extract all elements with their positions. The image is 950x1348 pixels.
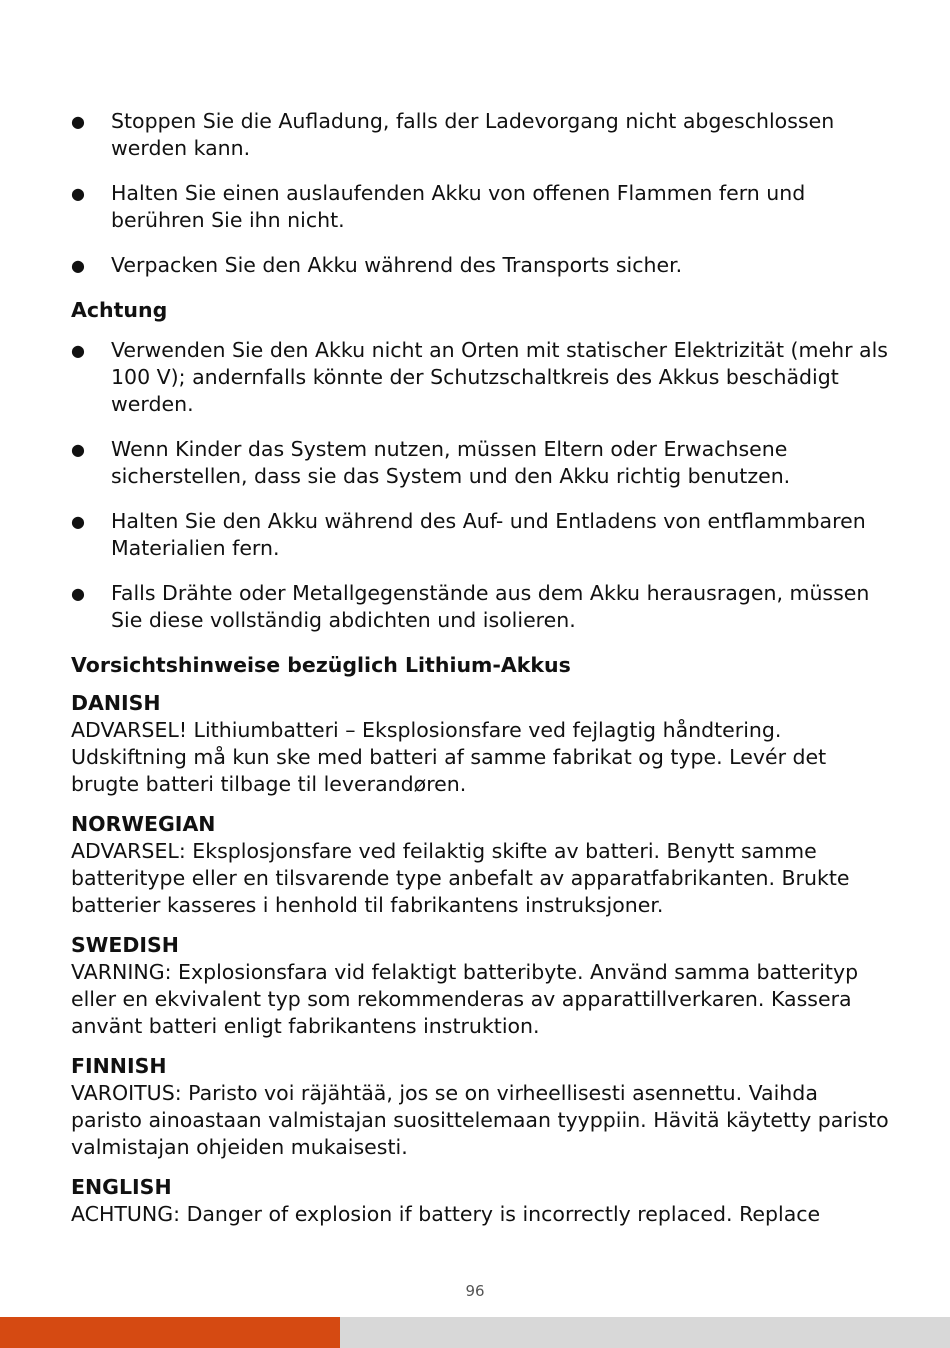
page-number: 96 bbox=[465, 1282, 485, 1300]
list-item bbox=[71, 252, 891, 279]
language-block-swedish bbox=[71, 932, 891, 1040]
language-block-danish bbox=[71, 690, 891, 798]
language-warning-text: ACHTUNG: Danger of explosion if battery is incorrectly replaced. Replace bbox=[71, 1202, 821, 1226]
bullet-icon: ● bbox=[71, 512, 85, 531]
language-warning-text: ADVARSEL! Lithiumbatteri – Eksplosionsfare ved fejlagtig håndtering. Udskiftning må kun ske med batteri af samme fabrikat og type. Levér det brugte batteri tilbage til leverandøren. bbox=[71, 718, 827, 796]
list-item bbox=[71, 580, 891, 634]
list-item bbox=[71, 436, 891, 490]
language-name: NORWEGIAN bbox=[71, 812, 216, 836]
bullet-text: Wenn Kinder das System nutzen, müssen Eltern oder Erwachsene sicherstellen, dass sie das System und den Akku richtig benutzen. bbox=[111, 437, 791, 488]
language-warning-text: VARNING: Explosionsfara vid felaktigt batteribyte. Använd samma batterityp eller en ekvivalent typ som rekommenderas av apparattillverkaren. Kassera använt batteri enligt fabrikantens instruktion. bbox=[71, 960, 859, 1038]
list-item bbox=[71, 337, 891, 418]
bullet-text: Halten Sie einen auslaufenden Akku von offenen Flammen fern und berühren Sie ihn nicht. bbox=[111, 181, 806, 232]
language-block-english bbox=[71, 1174, 891, 1228]
language-name: ENGLISH bbox=[71, 1175, 172, 1199]
bullet-list-achtung bbox=[71, 337, 891, 634]
footer-gray-bar bbox=[340, 1317, 950, 1348]
footer-accent-bar bbox=[0, 1317, 340, 1348]
bullet-icon: ● bbox=[71, 112, 85, 131]
bullet-icon: ● bbox=[71, 184, 85, 203]
list-item bbox=[71, 508, 891, 562]
lithium-heading: Vorsichtshinweise bezüglich Lithium-Akkus bbox=[71, 653, 571, 677]
bullet-text: Stoppen Sie die Aufladung, falls der Ladevorgang nicht abgeschlossen werden kann. bbox=[111, 109, 835, 160]
bullet-icon: ● bbox=[71, 256, 85, 275]
language-block-norwegian bbox=[71, 811, 891, 919]
bullet-text: Verpacken Sie den Akku während des Transports sicher. bbox=[111, 253, 683, 277]
list-item bbox=[71, 108, 891, 162]
language-name: SWEDISH bbox=[71, 933, 179, 957]
bullet-icon: ● bbox=[71, 584, 85, 603]
language-warning-text: ADVARSEL: Eksplosjonsfare ved feilaktig skifte av batteri. Benytt samme batteritype eller en tilsvarende type anbefalt av apparatfabrikanten. Brukte batterier kasseres i henhold til fabrikantens instruksjoner. bbox=[71, 839, 850, 917]
language-name: DANISH bbox=[71, 691, 161, 715]
bullet-text: Falls Drähte oder Metallgegenstände aus dem Akku herausragen, müssen Sie diese vollständig abdichten und isolieren. bbox=[111, 581, 870, 632]
page-body bbox=[71, 108, 891, 1228]
language-name: FINNISH bbox=[71, 1054, 167, 1078]
achtung-heading: Achtung bbox=[71, 298, 168, 322]
language-block-finnish bbox=[71, 1053, 891, 1161]
bullet-icon: ● bbox=[71, 440, 85, 459]
bullet-icon: ● bbox=[71, 341, 85, 360]
list-item bbox=[71, 180, 891, 234]
bullet-list-charging bbox=[71, 108, 891, 279]
bullet-text: Verwenden Sie den Akku nicht an Orten mit statischer Elektrizität (mehr als 100 V); andernfalls könnte der Schutzschaltkreis des Akkus beschädigt werden. bbox=[111, 338, 888, 416]
language-warning-text: VAROITUS: Paristo voi räjähtää, jos se on virheellisesti asennettu. Vaihda paristo ainoastaan valmistajan suosittelemaan tyyppiin. Hävitä käytetty paristo valmistajan ohjeiden mukaisesti. bbox=[71, 1081, 889, 1159]
bullet-text: Halten Sie den Akku während des Auf- und Entladens von entflammbaren Materialien fern. bbox=[111, 509, 866, 560]
